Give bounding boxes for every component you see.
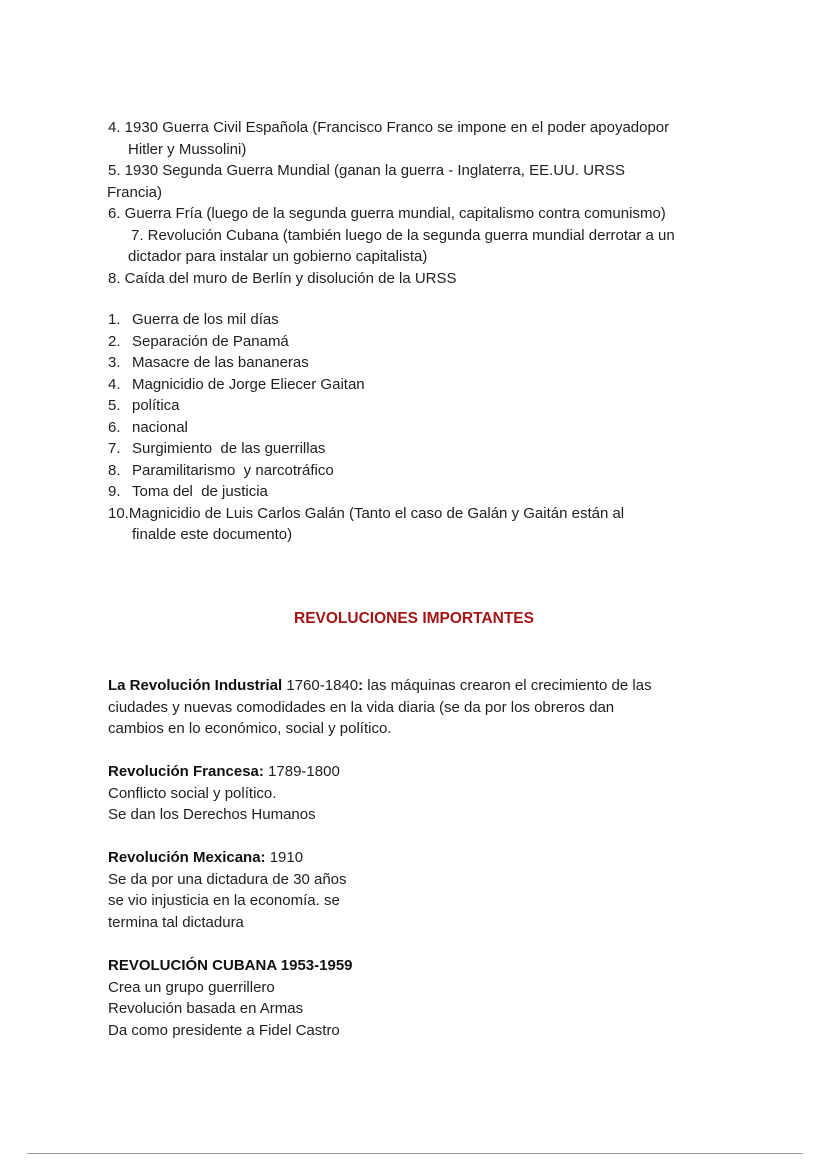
list-item bbox=[108, 160, 748, 203]
revolution-text: Se dan los Derechos Humanos bbox=[108, 806, 316, 823]
section-heading: REVOLUCIONES IMPORTANTES bbox=[294, 610, 534, 627]
list-item bbox=[108, 395, 748, 417]
list-number: 9. bbox=[108, 483, 121, 500]
list-item bbox=[108, 203, 748, 225]
list-item bbox=[108, 352, 748, 374]
list-item-text: nacional bbox=[132, 418, 188, 436]
list-number: 10. bbox=[108, 504, 129, 522]
list-item-text: política bbox=[132, 397, 180, 414]
revolution-text: termina tal dictadura bbox=[108, 913, 244, 931]
revolution-text: Se da por una dictadura de 30 años bbox=[108, 870, 347, 888]
list-item-line: 4. 1930 Guerra Civil Española (Francisco Franco se impone en el poder apoyadopor bbox=[108, 119, 670, 136]
world-history-list bbox=[108, 117, 748, 289]
list-item-line: Francia) bbox=[107, 183, 163, 201]
list-number: 4. bbox=[108, 375, 121, 393]
revolution-text: ciudades y nuevas comodidades en la vida diaria (se da por los obreros dan bbox=[108, 698, 615, 716]
list-item-line: 8. Caída del muro de Berlín y disolución de la URSS bbox=[108, 269, 457, 287]
list-item-line: 5. 1930 Segunda Guerra Mundial (ganan la guerra - Inglaterra, EE.UU. URSS bbox=[108, 162, 625, 179]
list-item bbox=[108, 460, 748, 482]
list-item-text: Magnicidio de Jorge Eliecer Gaitan bbox=[132, 375, 365, 393]
revolution-industrial bbox=[108, 675, 748, 740]
list-item bbox=[108, 331, 748, 353]
list-item-line: 6. Guerra Fría (luego de la segunda guerra mundial, capitalismo contra comunismo) bbox=[108, 205, 666, 222]
list-number: 8. bbox=[108, 461, 121, 479]
revolution-text: cambios en lo económico, social y político. bbox=[108, 720, 392, 737]
list-item-line: dictador para instalar un gobierno capitalista) bbox=[128, 248, 428, 265]
list-item-continuation: finalde este documento) bbox=[132, 526, 293, 543]
list-item-text: Separación de Panamá bbox=[132, 332, 289, 350]
revolution-years: 1760-1840 bbox=[282, 677, 359, 694]
revolution-colon: : bbox=[358, 677, 364, 694]
colombia-history-list bbox=[108, 309, 748, 546]
list-item-text: Toma del de justicia bbox=[132, 483, 268, 500]
list-number: 6. bbox=[108, 418, 121, 436]
list-item bbox=[108, 309, 748, 331]
revolution-title: REVOLUCIÓN CUBANA 1953-1959 bbox=[108, 957, 353, 974]
revolution-text: las máquinas crearon el crecimiento de las bbox=[363, 677, 652, 694]
list-item-text: Masacre de las bananeras bbox=[132, 354, 309, 371]
list-item bbox=[108, 438, 748, 460]
list-item bbox=[108, 117, 748, 160]
list-item bbox=[108, 268, 748, 290]
list-item bbox=[108, 481, 748, 503]
revolution-mexicana bbox=[108, 847, 748, 933]
footer-divider bbox=[27, 1153, 803, 1154]
list-item-text: Magnicidio de Luis Carlos Galán (Tanto el caso de Galán y Gaitán están al bbox=[128, 504, 625, 522]
list-item bbox=[108, 417, 748, 439]
revolution-title: Revolución Mexicana: bbox=[108, 849, 266, 866]
revolution-text: se vio injusticia en la economía. se bbox=[108, 892, 340, 909]
revolution-years: 1789-1800 bbox=[263, 763, 340, 780]
list-number: 3. bbox=[108, 354, 121, 371]
list-item bbox=[108, 374, 748, 396]
list-item-text: Paramilitarismo y narcotráfico bbox=[132, 461, 334, 479]
list-item-line: Hitler y Mussolini) bbox=[128, 140, 247, 158]
list-item-text: Guerra de los mil días bbox=[132, 311, 279, 328]
revolution-text: Conflicto social y político. bbox=[108, 784, 277, 802]
revolution-years: 1910 bbox=[265, 849, 304, 866]
revolution-text: Revolución basada en Armas bbox=[108, 1000, 304, 1017]
list-item bbox=[108, 225, 748, 268]
revolution-text: Crea un grupo guerrillero bbox=[108, 978, 275, 996]
revolution-title: La Revolución Industrial bbox=[108, 677, 283, 694]
list-number: 2. bbox=[108, 332, 121, 350]
revolution-cubana bbox=[108, 955, 748, 1041]
revolution-francesa bbox=[108, 761, 748, 826]
list-number: 5. bbox=[108, 397, 121, 414]
list-item-text: Surgimiento de las guerrillas bbox=[132, 440, 326, 457]
list-item bbox=[108, 503, 748, 525]
list-number: 7. bbox=[108, 440, 121, 457]
revolution-title: Revolución Francesa: bbox=[108, 763, 264, 780]
list-number: 1. bbox=[108, 311, 121, 328]
list-item-line: 7. Revolución Cubana (también luego de la segunda guerra mundial derrotar a un bbox=[131, 226, 675, 244]
revolution-text: Da como presidente a Fidel Castro bbox=[108, 1021, 340, 1039]
